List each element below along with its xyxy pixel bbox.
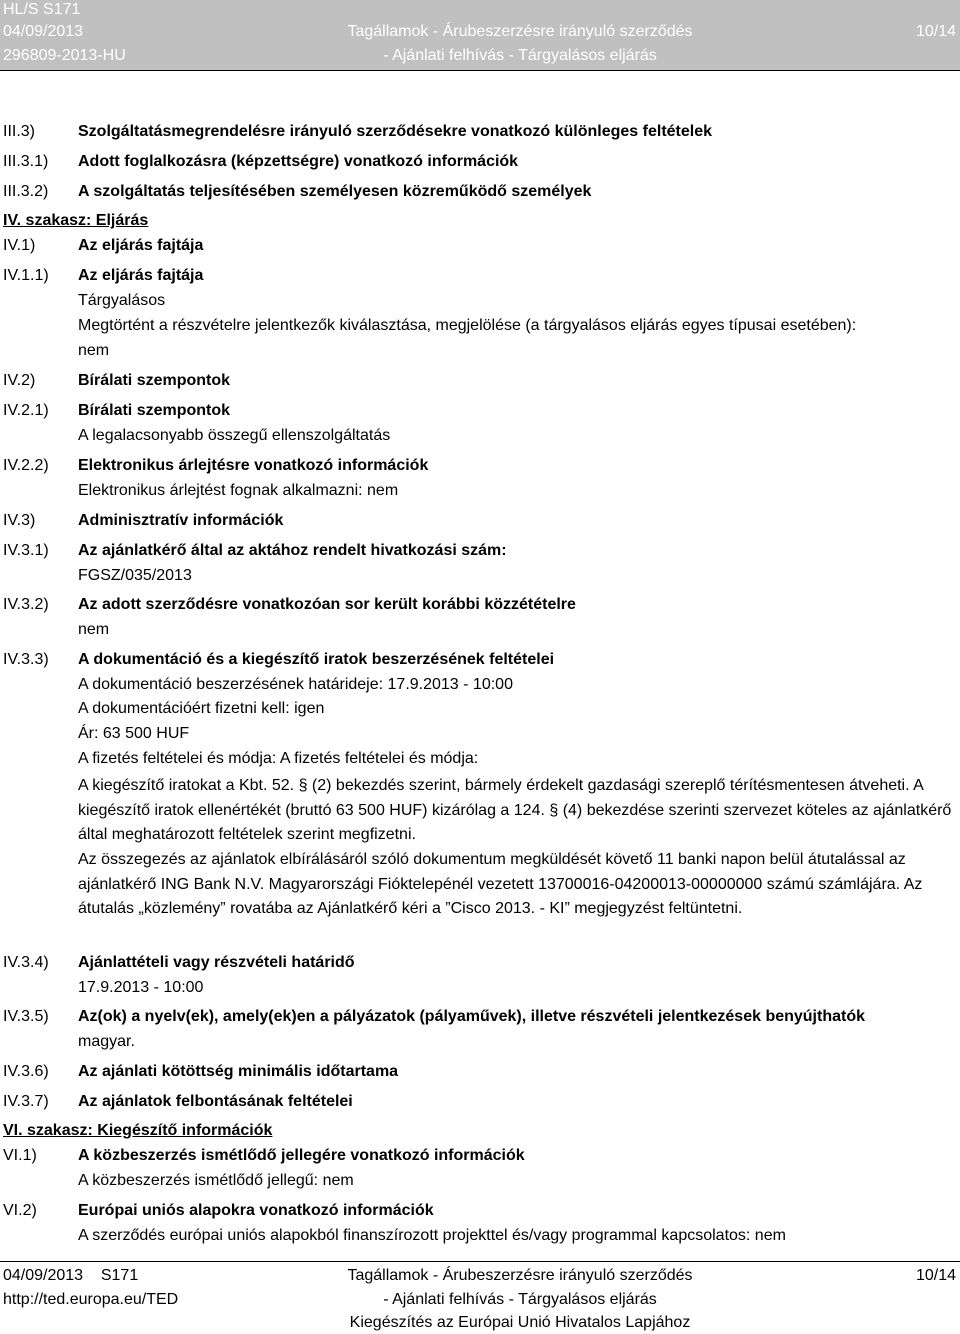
award-criteria-value: A legalacsonyabb összegű ellenszolgáltatás xyxy=(78,427,391,444)
section-title: Az(ok) a nyelv(ek), amely(ek)en a pályázatok (pályaművek), illetve részvételi jelentkezések benyújthatók xyxy=(78,1008,865,1025)
selection-value: nem xyxy=(78,342,110,359)
header-page-number: 10/14 xyxy=(915,23,956,40)
section-title: Bírálati szempontok xyxy=(78,402,231,419)
part-heading: IV. szakasz: Eljárás xyxy=(3,212,149,229)
section-number: IV.3.1) xyxy=(3,542,49,559)
section-title: Az adott szerződésre vonatkozóan sor került korábbi közzétételre xyxy=(78,596,576,613)
footer-url: http://ted.europa.eu/TED xyxy=(3,1291,179,1308)
section-title: Az eljárás fajtája xyxy=(78,267,204,284)
section-title: Az ajánlatok felbontásának feltételei xyxy=(78,1093,353,1110)
footer-date-code: 04/09/2013 S171 xyxy=(3,1267,139,1284)
page-header xyxy=(0,0,960,70)
part-heading: VI. szakasz: Kiegészítő információk xyxy=(3,1122,273,1139)
eu-funds-value: A szerződés európai uniós alapokból finanszírozott projekttel és/vagy programmal kapcsolatos: nem xyxy=(78,1227,786,1244)
payment-transfer-paragraph: Az összegezés az ajánlatok elbírálásáról szóló dokumentum megküldését követő 11 banki napon belül átutalással az ajánlatkérő ING Bank N.V. Magyarországi Fióktelepénél vezetett 13700016-04200013-00000000 számú számlájára. Az átutalás „közlemény” rovatába az Ajánlatkérő kéri a ”Cisco 2013. - KI” megjegyzést feltüntetni. xyxy=(78,851,923,917)
section-title: A dokumentáció és a kiegészítő iratok beszerzésének feltételei xyxy=(78,651,555,668)
header-doc-id: HL/S S171 xyxy=(3,1,81,18)
footer-supplement: Kiegészítés az Európai Unió Hivatalos Lapjához xyxy=(349,1314,691,1331)
section-number: IV.3.6) xyxy=(3,1063,49,1080)
prior-publication-value: nem xyxy=(78,621,110,638)
section-title: Ajánlattételi vagy részvételi határidő xyxy=(78,954,355,971)
section-number: IV.1.1) xyxy=(3,267,49,284)
section-title: Európai uniós alapokra vonatkozó információk xyxy=(78,1202,434,1219)
header-date: 04/09/2013 xyxy=(3,23,84,40)
section-title: Szolgáltatásmegrendelésre irányuló szerződésekre vonatkozó különleges feltételek xyxy=(78,123,713,140)
section-title: Az ajánlatkérő által az aktához rendelt hivatkozási szám: xyxy=(78,542,507,559)
section-number: IV.3.3) xyxy=(3,651,49,668)
section-number: IV.1) xyxy=(3,237,36,254)
section-number: IV.3.5) xyxy=(3,1008,49,1025)
reference-number: FGSZ/035/2013 xyxy=(78,567,192,584)
section-number: VI.2) xyxy=(3,1202,37,1219)
section-title: Adott foglalkozásra (képzettségre) vonatkozó információk xyxy=(78,153,519,170)
page-footer xyxy=(0,1262,960,1334)
recurrent-value: A közbeszerzés ismétlődő jellegű: nem xyxy=(78,1172,354,1189)
section-title: Elektronikus árlejtésre vonatkozó információk xyxy=(78,457,429,474)
documents-payable: A dokumentációért fizetni kell: igen xyxy=(78,700,325,717)
section-number: IV.3.4) xyxy=(3,954,49,971)
payment-terms-label: A fizetés feltételei és módja: A fizetés feltételei és módja: xyxy=(78,750,479,767)
languages-value: magyar. xyxy=(78,1033,135,1050)
section-number: IV.2.1) xyxy=(3,402,49,419)
header-subtitle: - Ajánlati felhívás - Tárgyalásos eljárás xyxy=(383,47,657,64)
section-title: Az ajánlati kötöttség minimális időtartama xyxy=(78,1063,399,1080)
section-number: IV.3.7) xyxy=(3,1093,49,1110)
payment-terms-paragraph: A kiegészítő iratokat a Kbt. 52. § (2) bekezdés szerint, bármely érdekelt gazdasági szereplő térítésmentesen átveheti. A kiegészítő iratok ellenértékét (bruttó 63 500 HUF) kizárólag a 124. § (4) bekezdése szerinti szervezet köteles az ajánlatkérő által meghatározott feltételek szerint megfizetni. xyxy=(78,777,952,843)
section-number: III.3.1) xyxy=(3,153,49,170)
section-title: A közbeszerzés ismétlődő jellegére vonatkozó információk xyxy=(78,1147,525,1164)
section-title: Adminisztratív információk xyxy=(78,512,284,529)
section-number: III.3) xyxy=(3,123,36,140)
footer-title: Tagállamok - Árubeszerzésre irányuló szerződés xyxy=(347,1267,693,1284)
section-title: Az eljárás fajtája xyxy=(78,237,204,254)
section-number: IV.2) xyxy=(3,372,36,389)
section-number: VI.1) xyxy=(3,1147,37,1164)
selection-label: Megtörtént a részvételre jelentkezők kiválasztása, megjelölése (a tárgyalásos eljárás egyes típusai esetében): xyxy=(78,317,857,334)
header-divider xyxy=(0,70,960,71)
section-number: IV.3.2) xyxy=(3,596,49,613)
tender-deadline: 17.9.2013 - 10:00 xyxy=(78,979,204,996)
section-number: III.3.2) xyxy=(3,183,49,200)
documents-deadline: A dokumentáció beszerzésének határideje: 17.9.2013 - 10:00 xyxy=(78,676,513,693)
footer-subtitle: - Ajánlati felhívás - Tárgyalásos eljárás xyxy=(383,1291,657,1308)
header-notice-number: 296809-2013-HU xyxy=(3,47,126,64)
procedure-type: Tárgyalásos xyxy=(78,292,166,309)
section-title: A szolgáltatás teljesítésében személyesen közreműködő személyek xyxy=(78,183,592,200)
section-title: Bírálati szempontok xyxy=(78,372,231,389)
section-number: IV.3) xyxy=(3,512,36,529)
documents-price: Ár: 63 500 HUF xyxy=(78,725,190,742)
header-title: Tagállamok - Árubeszerzésre irányuló szerződés xyxy=(347,23,693,40)
footer-page-number: 10/14 xyxy=(915,1267,956,1284)
eauction-value: Elektronikus árlejtést fognak alkalmazni: nem xyxy=(78,482,399,499)
section-number: IV.2.2) xyxy=(3,457,49,474)
